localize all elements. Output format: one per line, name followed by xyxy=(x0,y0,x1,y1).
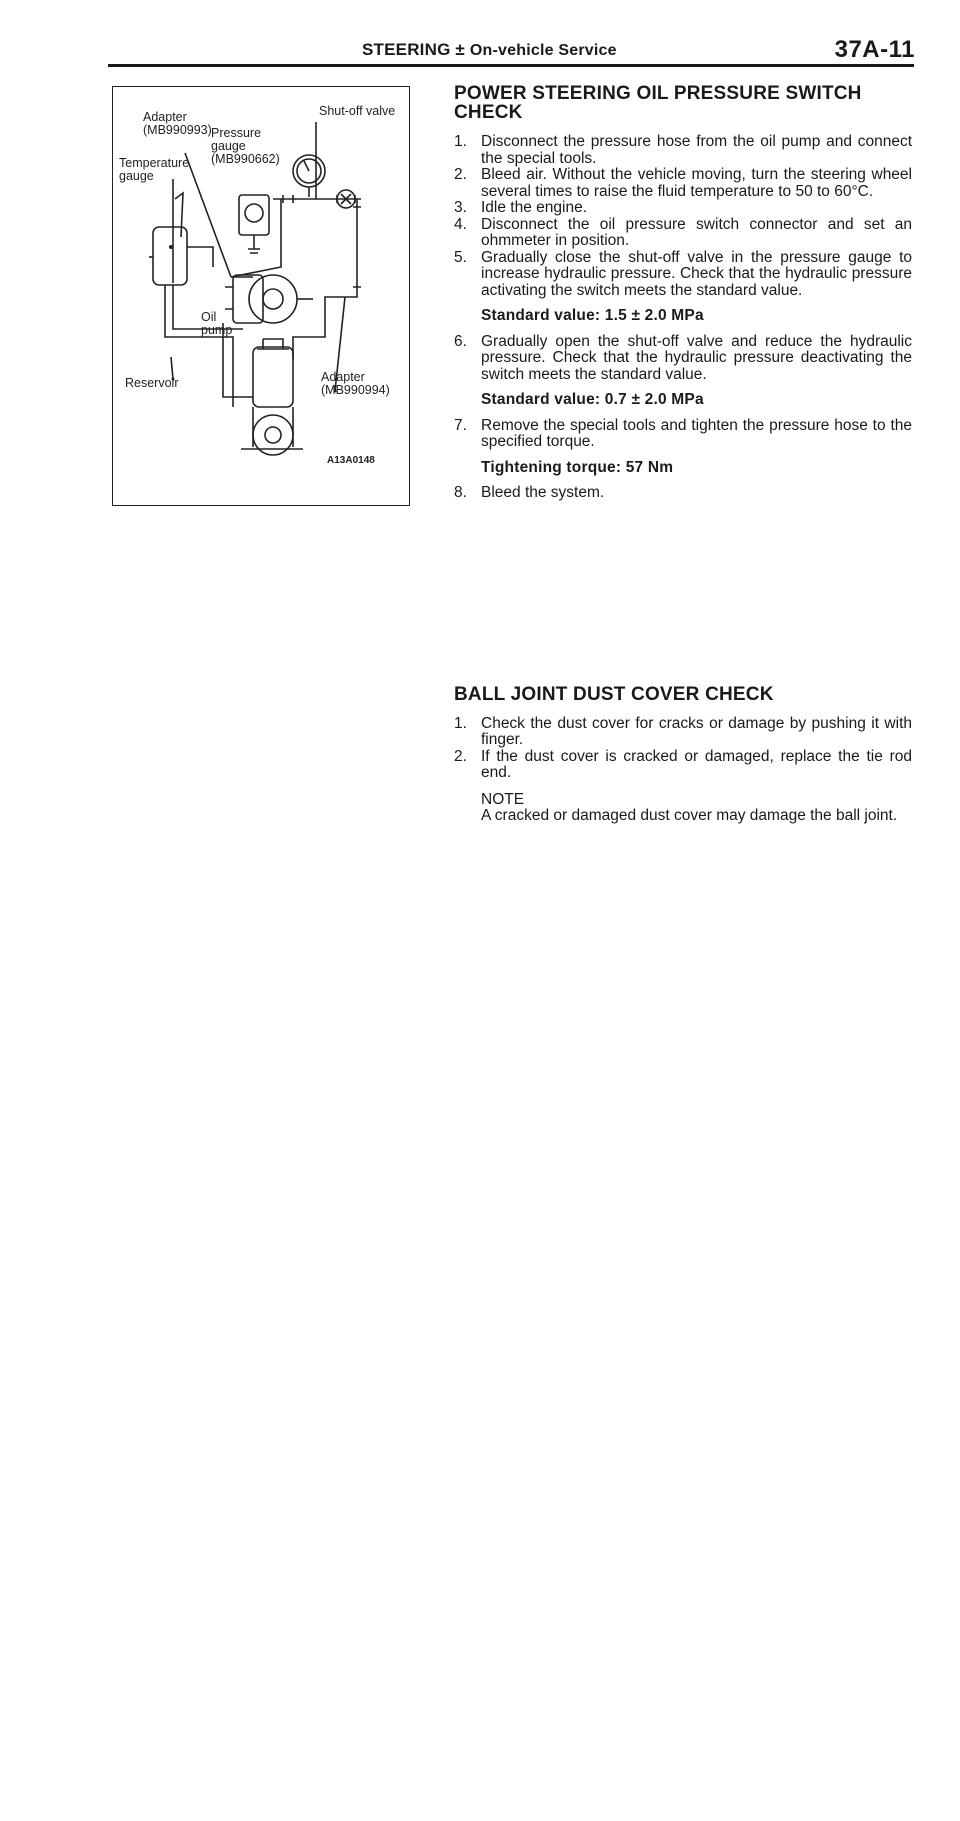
tightening-torque: Tightening torque: 57 Nm xyxy=(481,458,674,476)
oil-pressure-switch-steps-cont xyxy=(454,334,912,384)
figure-code: A13A0148 xyxy=(327,455,375,466)
oil-pressure-switch-steps xyxy=(454,134,912,299)
note-label: NOTE xyxy=(481,790,525,808)
header-subsection: On-vehicle Service xyxy=(469,42,617,59)
label-temperature-gauge: Temperature gauge xyxy=(119,156,190,183)
label-adapter-mb990993: Adapter (MB990993) xyxy=(143,110,212,137)
ball-joint-section xyxy=(454,685,912,825)
list-item: 2. Bleed air. Without the vehicle moving, turn the steering wheel several times to raise the fluid temperature to 50 to 60°C. xyxy=(454,166,912,200)
label-pressure-gauge: Pressure gauge (MB990662) xyxy=(211,126,280,166)
standard-value-activate: Standard value: 1.5 ± 2.0 MPa xyxy=(481,307,704,324)
list-item: 7. Remove the special tools and tighten the pressure hose to the specified torque. xyxy=(454,416,912,450)
note-block xyxy=(481,792,912,825)
pressure-switch-setup-figure xyxy=(112,86,410,506)
section-heading-oil-pressure-switch: POWER STEERING OIL PRESSURE SWITCH CHECK xyxy=(454,83,862,123)
list-item: 2. If the dust cover is cracked or damaged, replace the tie rod end. xyxy=(454,747,912,781)
list-item: 4. Disconnect the oil pressure switch connector and set an ohmmeter in position. xyxy=(454,215,912,249)
label-adapter-mb990994: Adapter (MB990994) xyxy=(321,370,390,397)
label-shutoff-valve: Shut-off valve xyxy=(319,104,396,118)
label-reservoir: Reservoir xyxy=(125,376,179,390)
oil-pressure-switch-steps-cont3 xyxy=(454,485,912,502)
header-section: STEERING ± xyxy=(362,40,465,59)
header-rule xyxy=(108,64,914,67)
main-content xyxy=(454,84,912,825)
list-item: 5. Gradually close the shut-off valve in the pressure gauge to increase hydraulic pressure. Check that the hydraulic pressure activating the switch meets the standard value. xyxy=(454,248,912,299)
page-header-title xyxy=(362,40,617,60)
list-item: 8. Bleed the system. xyxy=(454,484,605,501)
standard-value-deactivate: Standard value: 0.7 ± 2.0 MPa xyxy=(481,391,704,408)
list-item: 1. Disconnect the pressure hose from the oil pump and connect the special tools. xyxy=(454,133,912,167)
oil-pressure-switch-steps-cont2 xyxy=(454,418,912,451)
ball-joint-steps xyxy=(454,716,912,782)
list-item: 3. Idle the engine. xyxy=(454,199,588,216)
section-heading-ball-joint: BALL JOINT DUST COVER CHECK xyxy=(454,683,774,705)
page-number: 37A-11 xyxy=(834,36,915,63)
note-text: A cracked or damaged dust cover may damage the ball joint. xyxy=(481,807,898,824)
list-item: 1. Check the dust cover for cracks or damage by pushing it with finger. xyxy=(454,714,912,748)
label-oil-pump: Oil pump xyxy=(201,310,233,337)
list-item: 6. Gradually open the shut-off valve and reduce the hydraulic pressure. Check that the hydraulic pressure deactivating the switch meets the standard value. xyxy=(454,332,912,383)
